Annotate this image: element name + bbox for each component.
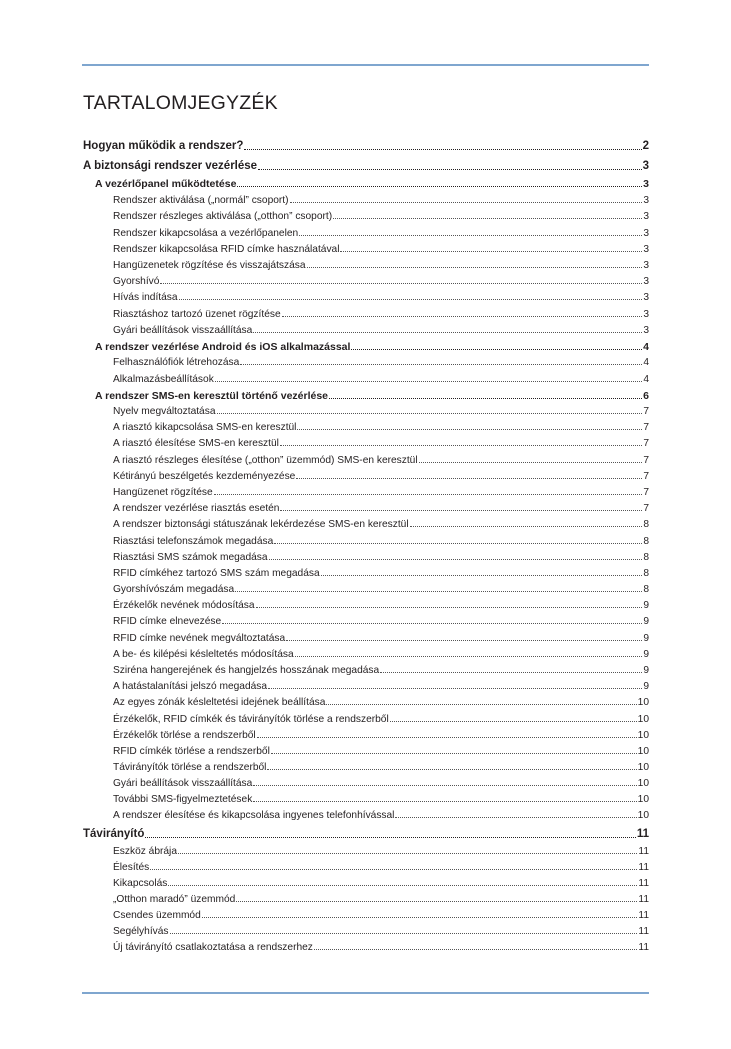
toc-entry-title: RFID címkéhez tartozó SMS szám megadása xyxy=(113,568,320,579)
toc-entry-page: 10 xyxy=(637,730,649,741)
toc-entry[interactable] xyxy=(113,438,649,449)
toc-entry-page: 8 xyxy=(643,519,649,530)
toc-entry-title: Rendszer kikapcsolása a vezérlőpanelen xyxy=(113,228,299,239)
toc-entry-title: Hogyan működik a rendszer? xyxy=(83,140,244,152)
toc-entry-page: 9 xyxy=(643,665,649,676)
toc-entry[interactable] xyxy=(113,878,649,889)
toc-entry-page: 3 xyxy=(643,228,649,239)
dot-leader xyxy=(297,429,642,430)
toc-entry-page: 3 xyxy=(642,160,649,172)
toc-entry-page: 8 xyxy=(643,584,649,595)
toc-entry[interactable] xyxy=(113,697,649,708)
toc-entry-page: 3 xyxy=(643,325,649,336)
toc-entry[interactable] xyxy=(113,649,649,660)
toc-entry-page: 10 xyxy=(637,714,649,725)
toc-entry-title: Távirányító xyxy=(83,828,145,840)
toc-entry-page: 3 xyxy=(643,211,649,222)
toc-entry-title: Hívás indítása xyxy=(113,292,178,303)
toc-entry-title: Segélyhívás xyxy=(113,926,169,937)
toc-entry-page: 7 xyxy=(643,455,649,466)
dot-leader xyxy=(280,445,642,446)
toc-entry-page: 11 xyxy=(636,828,649,840)
toc-entry[interactable] xyxy=(113,374,649,385)
dot-leader xyxy=(170,933,638,934)
toc-entry[interactable] xyxy=(113,260,649,271)
top-divider xyxy=(82,64,649,66)
toc-entry[interactable] xyxy=(113,762,649,773)
toc-entry-title: A riasztó részleges élesítése („otthon” üzemmód) SMS-en keresztül xyxy=(113,455,418,466)
toc-entry-page: 7 xyxy=(643,438,649,449)
toc-entry-title: Rendszer aktiválása („normál” csoport) xyxy=(113,195,289,206)
dot-leader xyxy=(280,510,642,511)
toc-entry[interactable] xyxy=(113,276,649,287)
toc-entry[interactable] xyxy=(113,292,649,303)
toc-entry-page: 8 xyxy=(643,568,649,579)
toc-entry-title: Eszköz ábrája xyxy=(113,846,177,857)
toc-entry-page: 7 xyxy=(643,406,649,417)
toc-entry-title: Rendszer részleges aktiválása („otthon” csoport) xyxy=(113,211,333,222)
toc-entry-page: 9 xyxy=(643,633,649,644)
toc-entry-title: Hangüzenet rögzítése xyxy=(113,487,213,498)
dot-leader xyxy=(253,785,636,786)
toc-entry-title: „Otthon maradó” üzemmód xyxy=(113,894,236,905)
dot-leader xyxy=(214,494,643,495)
toc-entry-page: 11 xyxy=(638,894,649,905)
toc-entry-title: Gyorshívószám megadása xyxy=(113,584,235,595)
toc-entry[interactable] xyxy=(113,568,649,579)
toc-entry-page: 3 xyxy=(643,292,649,303)
toc-entry[interactable] xyxy=(113,600,649,611)
toc-entry[interactable] xyxy=(113,926,649,937)
toc-entry[interactable] xyxy=(113,519,649,530)
toc-entry-title: További SMS-figyelmeztetések xyxy=(113,794,253,805)
toc-entry-page: 8 xyxy=(643,536,649,547)
dot-leader xyxy=(329,398,642,399)
toc-entry-title: Sziréna hangerejének és hangjelzés hosszának megadása xyxy=(113,665,380,676)
toc-entry-title: Riasztási SMS számok megadása xyxy=(113,552,268,563)
toc-entry-page: 3 xyxy=(643,309,649,320)
toc-entry-title: A rendszer vezérlése riasztás esetén xyxy=(113,503,280,514)
toc-entry[interactable] xyxy=(113,778,649,789)
toc-entry-page: 11 xyxy=(638,942,649,953)
toc-entry[interactable] xyxy=(113,244,649,255)
toc-entry-page: 11 xyxy=(638,878,649,889)
toc-entry-title: A rendszer élesítése és kikapcsolása ingyenes telefonhívással xyxy=(113,810,395,821)
dot-leader xyxy=(390,721,637,722)
toc-entry-title: A riasztó kikapcsolása SMS-en keresztül xyxy=(113,422,297,433)
toc-entry-page: 10 xyxy=(637,794,649,805)
toc-entry-title: Riasztási telefonszámok megadása xyxy=(113,536,274,547)
toc-entry-title: A rendszer biztonsági státuszának lekérdezése SMS-en keresztül xyxy=(113,519,409,530)
dot-leader xyxy=(179,299,643,300)
toc-entry[interactable] xyxy=(113,195,649,206)
toc-entry-page: 7 xyxy=(643,471,649,482)
dot-leader xyxy=(145,837,635,838)
toc-entry-page: 11 xyxy=(638,862,649,873)
toc-entry-page: 10 xyxy=(637,697,649,708)
dot-leader xyxy=(256,607,643,608)
toc-entry-page: 3 xyxy=(643,178,649,190)
toc-entry-page: 11 xyxy=(638,926,649,937)
toc-entry-title: Csendes üzemmód xyxy=(113,910,201,921)
dot-leader xyxy=(150,869,637,870)
toc-entry[interactable] xyxy=(113,536,649,547)
toc-entry[interactable] xyxy=(113,794,649,805)
toc-entry[interactable] xyxy=(113,211,649,222)
toc-entry[interactable] xyxy=(113,633,649,644)
toc-entry-title: A riasztó élesítése SMS-en keresztül xyxy=(113,438,279,449)
toc-entry-page: 10 xyxy=(637,762,649,773)
dot-leader xyxy=(326,704,636,705)
toc-entry-title: A biztonsági rendszer vezérlése xyxy=(83,160,258,172)
toc-entry[interactable] xyxy=(113,730,649,741)
toc-entry[interactable] xyxy=(113,714,649,725)
toc-entry-title: Hangüzenetek rögzítése és visszajátszása xyxy=(113,260,306,271)
toc-entry[interactable] xyxy=(113,616,649,627)
toc-entry-page: 3 xyxy=(643,260,649,271)
dot-leader xyxy=(282,316,643,317)
toc-entry-page: 3 xyxy=(643,244,649,255)
toc-entry-title: Gyorshívó xyxy=(113,276,160,287)
toc-entry-page: 2 xyxy=(642,140,649,152)
toc-entry[interactable] xyxy=(113,471,649,482)
dot-leader xyxy=(274,543,642,544)
dot-leader xyxy=(296,478,642,479)
dot-leader xyxy=(240,364,642,365)
toc-entry[interactable] xyxy=(95,178,649,190)
dot-leader xyxy=(235,591,642,592)
dot-leader xyxy=(168,885,637,886)
toc-entry-title: Kikapcsolás xyxy=(113,878,168,889)
dot-leader xyxy=(314,949,638,950)
toc-entry[interactable] xyxy=(113,422,649,433)
toc-entry-title: Felhasználófiók létrehozása xyxy=(113,357,240,368)
toc-entry-page: 4 xyxy=(643,357,649,368)
toc-entry[interactable] xyxy=(113,942,649,953)
dot-leader xyxy=(217,413,643,414)
dot-leader xyxy=(380,672,642,673)
toc-entry-page: 11 xyxy=(638,846,649,857)
toc-entry[interactable] xyxy=(83,140,649,152)
toc-entry-page: 11 xyxy=(638,910,649,921)
toc-entry-title: Élesítés xyxy=(113,862,150,873)
toc-entry-page: 4 xyxy=(643,374,649,385)
toc-entry-page: 7 xyxy=(643,503,649,514)
dot-leader xyxy=(178,853,637,854)
toc-entry-title: Nyelv megváltoztatása xyxy=(113,406,216,417)
toc-entry-title: Rendszer kikapcsolása RFID címke használatával xyxy=(113,244,340,255)
toc-entry-page: 7 xyxy=(643,422,649,433)
toc-entry[interactable] xyxy=(113,862,649,873)
toc-entry[interactable] xyxy=(113,846,649,857)
toc-entry[interactable] xyxy=(113,910,649,921)
toc-entry[interactable] xyxy=(113,665,649,676)
dot-leader xyxy=(290,202,643,203)
toc-entry-title: A rendszer vezérlése Android és iOS alkalmazással xyxy=(95,341,351,353)
bottom-divider xyxy=(82,992,649,994)
toc-entry-title: RFID címkék törlése a rendszerből xyxy=(113,746,270,757)
toc-entry[interactable] xyxy=(83,160,649,172)
dot-leader xyxy=(321,575,643,576)
dot-leader xyxy=(295,656,643,657)
dot-leader xyxy=(333,218,642,219)
page-title: TARTALOMJEGYZÉK xyxy=(83,92,278,114)
toc-entry[interactable] xyxy=(113,552,649,563)
toc-entry-title: A be- és kilépési késleltetés módosítása xyxy=(113,649,294,660)
toc-entry-title: Érzékelők törlése a rendszerből xyxy=(113,730,256,741)
toc-entry-title: Az egyes zónák késleltetési idejének beállítása xyxy=(113,697,326,708)
toc-entry-page: 10 xyxy=(637,778,649,789)
toc-entry-title: A rendszer SMS-en keresztül történő vezérlése xyxy=(95,390,329,402)
toc-entry-title: A vezérlőpanel működtetése xyxy=(95,178,237,190)
toc-entry[interactable] xyxy=(95,341,649,353)
toc-entry-page: 9 xyxy=(643,616,649,627)
toc-entry-page: 9 xyxy=(643,600,649,611)
dot-leader xyxy=(299,235,642,236)
dot-leader xyxy=(244,149,641,150)
dot-leader xyxy=(395,817,636,818)
toc-entry[interactable] xyxy=(113,503,649,514)
toc-entry-title: Távirányítók törlése a rendszerből xyxy=(113,762,267,773)
toc-entry-page: 10 xyxy=(637,746,649,757)
toc-entry[interactable] xyxy=(113,325,649,336)
dot-leader xyxy=(269,559,643,560)
dot-leader xyxy=(410,526,643,527)
toc-entry-title: Új távirányító csatlakoztatása a rendszerhez xyxy=(113,942,313,953)
dot-leader xyxy=(236,901,637,902)
toc-entry-page: 9 xyxy=(643,681,649,692)
toc-entry-title: Érzékelők nevének módosítása xyxy=(113,600,255,611)
toc-entry[interactable] xyxy=(113,455,649,466)
dot-leader xyxy=(267,769,636,770)
dot-leader xyxy=(286,640,642,641)
toc-entry[interactable] xyxy=(95,390,649,402)
toc-entry[interactable] xyxy=(113,746,649,757)
dot-leader xyxy=(258,169,642,170)
dot-leader xyxy=(268,688,642,689)
dot-leader xyxy=(307,267,643,268)
toc-entry-title: Gyári beállítások visszaállítása xyxy=(113,778,253,789)
toc-entry-title: Riasztáshoz tartozó üzenet rögzítése xyxy=(113,309,281,320)
toc-entry-page: 6 xyxy=(643,390,649,402)
toc-entry[interactable] xyxy=(113,810,649,821)
toc-entry[interactable] xyxy=(113,228,649,239)
toc-entry-title: A hatástalanítási jelszó megadása xyxy=(113,681,268,692)
toc-entry-title: Kétirányú beszélgetés kezdeményezése xyxy=(113,471,296,482)
toc-entry-title: RFID címke elnevezése xyxy=(113,616,222,627)
dot-leader xyxy=(351,349,642,350)
dot-leader xyxy=(202,917,638,918)
toc-entry-page: 3 xyxy=(643,195,649,206)
toc-entry[interactable] xyxy=(113,894,649,905)
toc-entry[interactable] xyxy=(113,584,649,595)
toc-entry[interactable] xyxy=(113,406,649,417)
toc-entry-page: 4 xyxy=(643,341,649,353)
dot-leader xyxy=(271,753,637,754)
dot-leader xyxy=(340,251,642,252)
toc-entry-page: 10 xyxy=(637,810,649,821)
toc-entry[interactable] xyxy=(113,309,649,320)
dot-leader xyxy=(215,381,643,382)
toc-entry-page: 7 xyxy=(643,487,649,498)
dot-leader xyxy=(237,186,642,187)
toc-entry-title: Érzékelők, RFID címkék és távirányítók törlése a rendszerből xyxy=(113,714,389,725)
dot-leader xyxy=(160,283,642,284)
dot-leader xyxy=(253,801,636,802)
dot-leader xyxy=(419,462,643,463)
dot-leader xyxy=(253,332,642,333)
toc-entry[interactable] xyxy=(83,828,649,840)
toc-entry-page: 3 xyxy=(643,276,649,287)
toc-entry-page: 9 xyxy=(643,649,649,660)
toc-entry-title: RFID címke nevének megváltoztatása xyxy=(113,633,286,644)
toc-entry-page: 8 xyxy=(643,552,649,563)
dot-leader xyxy=(257,737,637,738)
toc-entry-title: Alkalmazásbeállítások xyxy=(113,374,214,385)
dot-leader xyxy=(222,623,642,624)
toc-entry[interactable] xyxy=(113,487,649,498)
toc-entry-title: Gyári beállítások visszaállítása xyxy=(113,325,253,336)
toc-entry[interactable] xyxy=(113,681,649,692)
toc-entry[interactable] xyxy=(113,357,649,368)
